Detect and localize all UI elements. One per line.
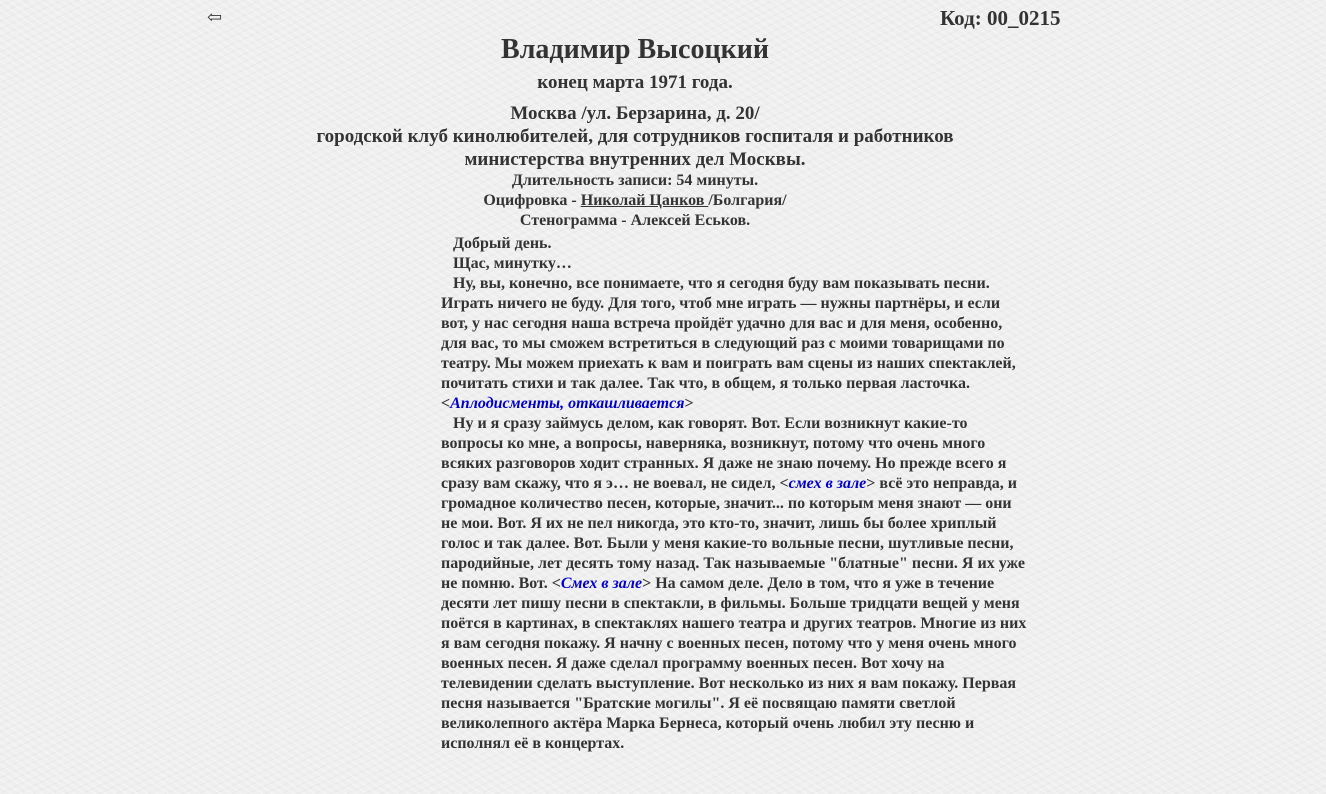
paragraph: Ну, вы, конечно, все понимаете, что я сегодня буду вам показывать песни. Играть ничего не буду. Для того, чтоб мне играть — нужны партнёры, и если вот, у нас сегодня наша встреча пройдёт удачно для вас и для меня, особенно, для вас, то мы сможем встретиться в следующий раз с моими товарищами по театру. Мы можем приехать к вам и поиграть вам сцены из наших спектаклей, почитать стихи и так далее. Так что, в общем, я только первая ласточка. [441, 275, 1016, 392]
back-arrow-icon[interactable]: ⇦ [207, 7, 223, 27]
remark-text: Смех в зале [560, 575, 643, 592]
paragraph: Ну и я сразу займусь делом, как говорят. Вот. Если возникнут какие-то вопросы ко мне, а вопросы, наверняка, возникнут, потому что очень много всяких разговоров ходит странных. Я даже не знаю почему. Но прежде всего я сразу вам скажу, что я э… не воевал, не сидел, <смех в зале> всё это неправда, и громадное количество песен, которые, значит... по которым меня знают — они не мои. Вот. Я их не пел никогда, это кто-то, значит, лишь бы более хриплый голос и так далее. Вот. Были у меня какие-то вольные песни, шутливые песни, пародийные, лет десять тому назад. Так называемые "блатные" песни. Я их уже не помню. Вот. <Смех в зале> На самом деле. Дело в том, что я уже в течение десяти лет пишу песни в спектакли, в фильмы. Больше тридцати вещей у меня поётся в картинах, в спектаклях нашего театра и других театров. Многие из них я вам сегодня покажу. Я начну с военных песен, потому что у меня очень много военных песен. Я даже сделал программу военных песен. Вот хочу на телевидении сделать выступление. Вот несколько из них я вам покажу. Первая песня называется "Братские могилы". Я её посвящаю памяти светлой великолепного актёра Марка Бернеса, который очень любил эту песню и исполнял её в концертах. [441, 415, 1027, 752]
paragraph: Щас, минутку… [453, 255, 572, 272]
digitization-prefix: Оцифровка - [483, 192, 581, 209]
page-title: Владимир Высоцкий [501, 34, 769, 65]
record-date: конец марта 1971 года. [537, 72, 733, 93]
remark-text: Аплодисменты, откашливается [450, 395, 685, 412]
record-venue: городской клуб кинолюбителей, для сотрудников госпиталя и работников министерства внутренних дел Москвы. [316, 126, 954, 170]
paragraph-text: На самом деле. Дело в том, что я уже в течение десяти лет пишу песни в спектакли, в фильмы. Больше тридцати вещей у меня поётся в картинах, в спектаклях нашего театра и других театров. Многие из них я вам сегодня покажу. Я начну с военных песен, потому что у меня очень много военных песен. Я даже сделал программу военных песен. Вот хочу на телевидении сделать выступление. Вот несколько из них я вам покажу. Первая песня называется "Братские могилы". Я её посвящаю памяти светлой великолепного актёра Марка Бернеса, который очень любил эту песню и исполнял её в концертах. [441, 575, 1027, 752]
paragraph: Добрый день. [453, 235, 552, 252]
record-digitization [280, 191, 990, 211]
digitization-author-link[interactable]: Николай Цанков [580, 192, 709, 209]
transcript-body [441, 234, 1031, 754]
remark-text: смех в зале [788, 475, 867, 492]
digitization-suffix: /Болгария/ [708, 192, 787, 209]
record-address: Москва /ул. Берзарина, д. 20/ [510, 103, 760, 124]
paragraph-text: Ну и я сразу займусь делом, как говорят. Вот. Если возникнут какие-то вопросы ко мне, а вопросы, наверняка, возникнут, потому что очень много всяких разговоров ходит странных. Я даже не знаю почему. Но прежде всего я сразу вам скажу, что я э… не воевал, не сидел, [441, 415, 1007, 492]
record-place [280, 102, 990, 171]
record-duration: Длительность записи: 54 минуты. [511, 172, 759, 189]
record-transcript: Стенограмма - Алексей Еськов. [519, 212, 751, 229]
paragraph-text: всё это неправда, и громадное количество песен, которые, значит... по которым меня знают — они не мои. Вот. Я их не пел никогда, это кто-то, значит, лишь бы более хриплый голос и так далее. Вот. Были у меня какие-то вольные песни, шутливые песни, пародийные, лет десять тому назад. Так называемые "блатные" песни. Я их уже не помню. Вот. [441, 475, 1025, 592]
record-code: Код: 00_0215 [940, 6, 1061, 30]
record-header [280, 33, 990, 231]
stage-remark: <Аплодисменты, откашливается> [441, 395, 694, 412]
